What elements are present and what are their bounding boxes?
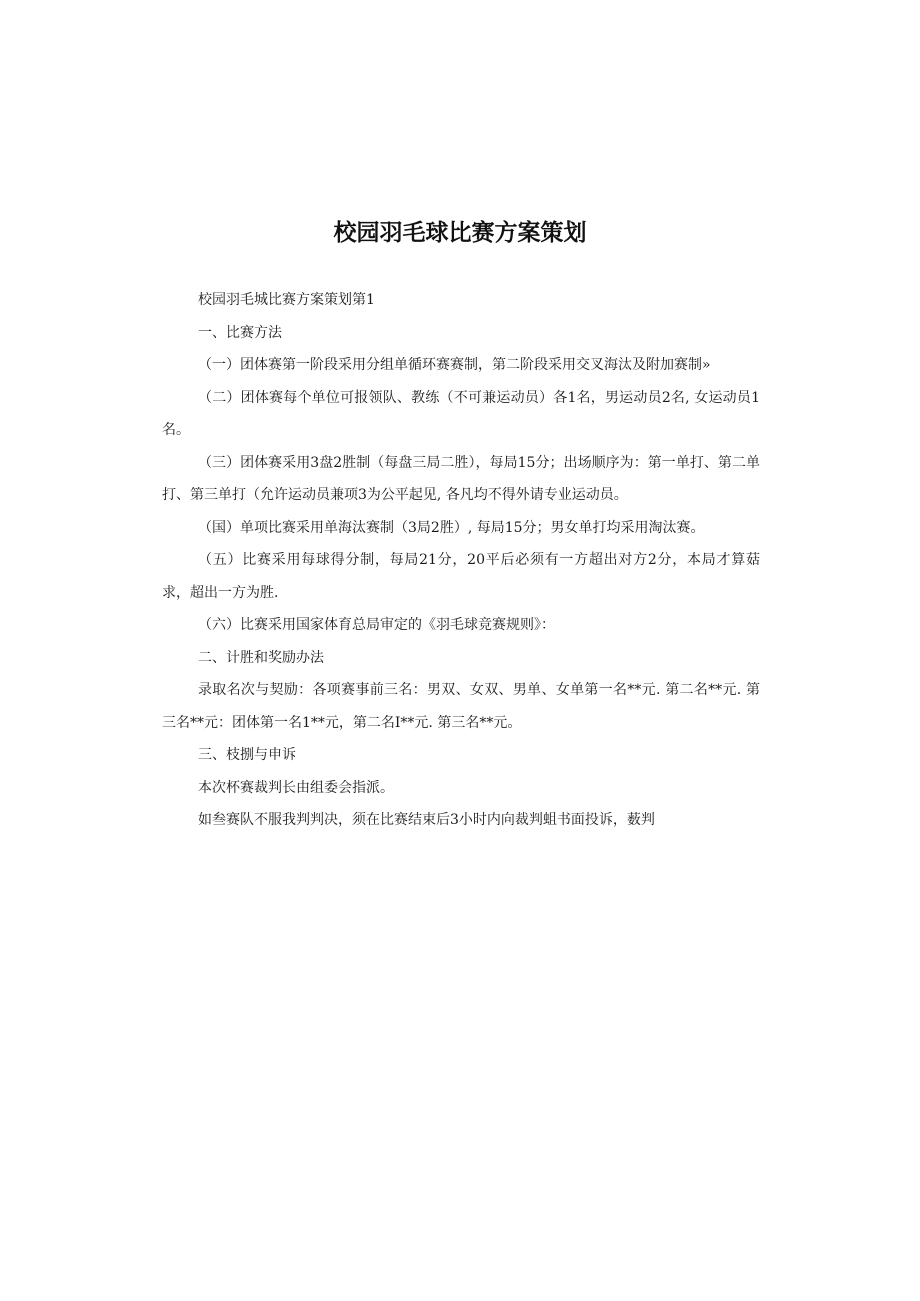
paragraph-appeal: 如叁赛队不服我判判决，须在比赛结束后3小时内向裁判蛆书面投诉，薮判 <box>198 812 655 828</box>
section-heading-3: 三、枝捌与申诉 <box>198 747 296 763</box>
document-body <box>162 284 760 837</box>
section-heading-2: 二、计胜和奖励办法 <box>198 649 324 666</box>
paragraph-referee: 本次杯赛裁判长由组委会指派。 <box>198 779 394 796</box>
paragraph-subtitle: 校园羽毛城比赛方案策划第1 <box>198 292 375 308</box>
paragraph-rule-5: （五）比赛采用每球得分制，每局21分，20平后必须有一方超出对方2分，本局才算菇求，超出一方为胜. <box>162 552 760 601</box>
paragraph-rule-3: （三）团体赛采用3盘2胜制（每盘三局二胜），每局15分；出场顺序为：第一单打、第二单打、第三单打（允许运动员兼项3为公平起见, 各凡均不得外请专业运动员。 <box>162 454 760 503</box>
paragraph-rule-1: （一）团体赛第一阶段采用分组单循环赛赛制，第二阶段采用交叉海汰及附加赛制» <box>198 357 711 373</box>
paragraph-rule-6: （六）比赛采用国家体育总局审定的《羽毛球竞赛规则》： <box>198 617 555 633</box>
paragraph-rule-4: （国）单项比赛采用单海汰赛制（3局2胜）, 每局15分；男女单打均采用淘汰赛。 <box>198 519 705 536</box>
paragraph-awards: 录取名次与契励：各项赛事前三名：男双、女双、男单、女单第一名**元. 第二名**元. 第三名**元：团体第一名1**元，第二名I**元. 第三名**元。 <box>162 682 760 731</box>
paragraph-rule-2: （二）团体赛每个单位可报领队、教练（不可兼运动员）各1名，男运动员2名, 女运动员1名。 <box>162 389 760 438</box>
document-title: 校园羽毛球比赛方案策划 <box>333 220 587 246</box>
section-heading-1: 一、比赛方法 <box>198 324 282 341</box>
